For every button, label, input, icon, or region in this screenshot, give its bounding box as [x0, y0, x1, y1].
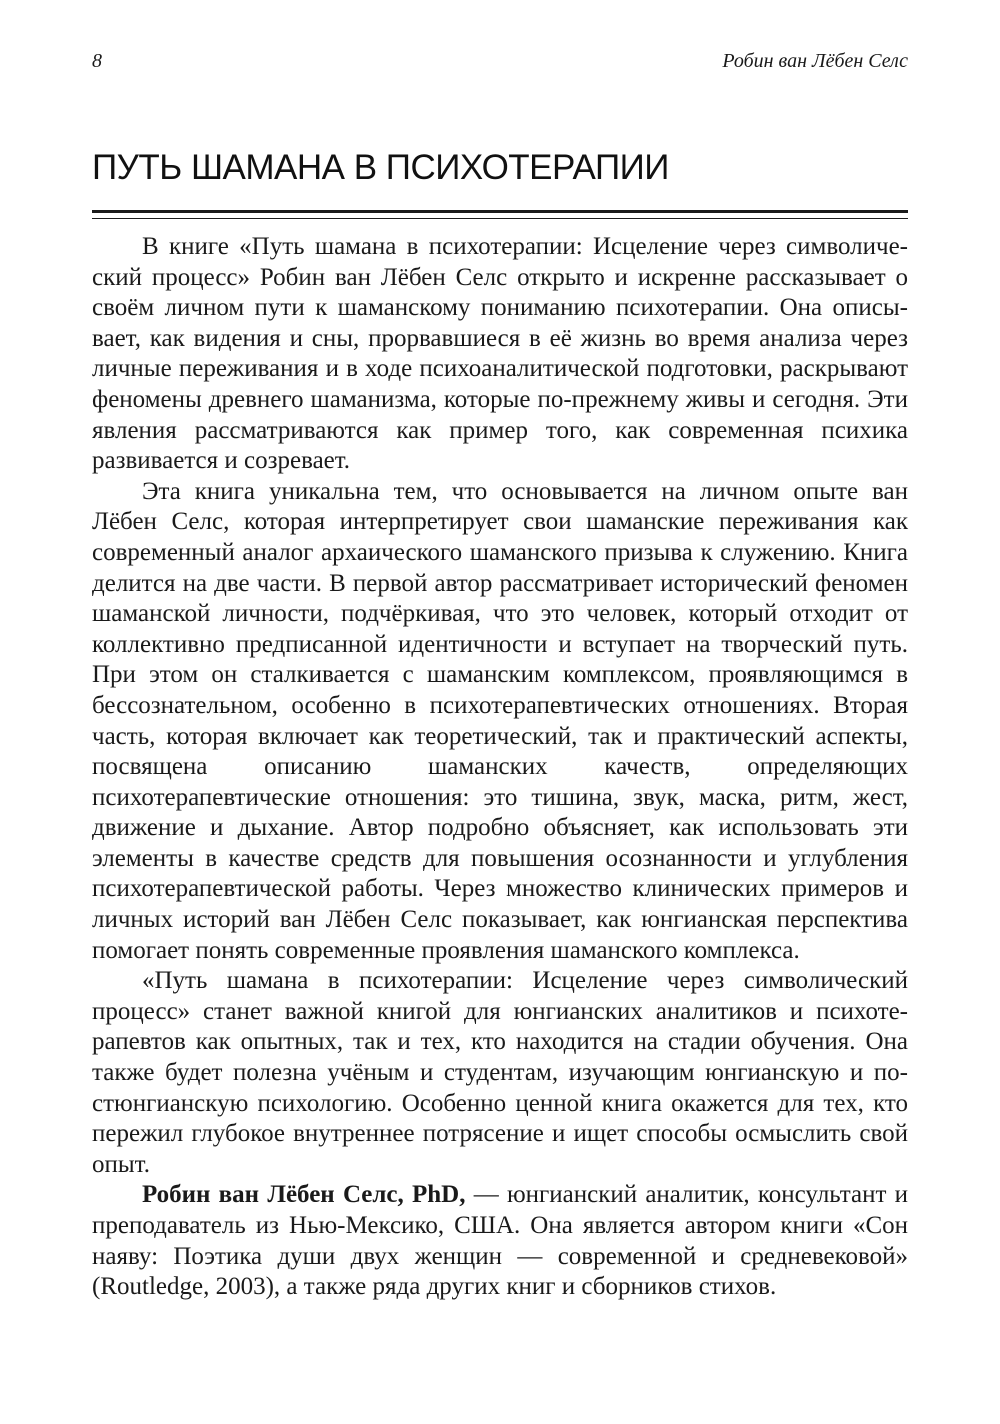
page-number: 8: [92, 50, 102, 72]
running-head: [92, 46, 908, 76]
paragraph-1: В книге «Путь шамана в психотерапии: Исцеление через символический процесс» Робин ван Лёбен Селс открыто и искренне рассказывает о своём личном пути к шаманскому пониманию психотерапии. Она описывает, как видения и сны, прорвавшиеся в её жизнь во время анализа через личные переживания и в ходе психоаналитической подготовки, раскрывают феномены древнего шаманизма, которые по-прежнему живы и сегодня. Эти явления рассматриваются как пример того, как современная психика развивается и созревает.: [92, 233, 908, 475]
title-double-rule: [92, 210, 908, 219]
author-bio-text: — юнгианский аналитик, консультант и преподаватель из Нью-Мексико, США. Она является автором книги «Сон наяву: Поэтика души двух женщин — современной и средневековой» (Routledge, 2003), а также ряда других книг и сборников стихов.: [92, 1181, 908, 1301]
body-text: [92, 232, 908, 1303]
chapter-title: ПУТЬ ШАМАНА В ПСИХОТЕРАПИИ: [92, 148, 669, 187]
paragraph-2: Эта книга уникальна тем, что основывается на личном опыте ван Лёбен Селс, которая интерпретирует свои шаманские переживания как современный аналог архаического шаманского призыва к служению. Книга делится на две части. В первой автор рассматривает исторический феномен шаманской личности, подчёркивая, что это человек, который отходит от коллективно предписанной идентичности и вступает на творческий путь. При этом он сталкивается с шаманским комплексом, проявляющимся в бессознательном, особенно в психотерапевтических отношениях. Вторая часть, которая включает как теоретический, так и практический аспекты, посвящена описанию шаманских качеств, определяющих психотерапевтические отношения: это тишина, звук, маска, ритм, жест, движение и дыхание. Автор подробно объясняет, как использовать эти элементы в качестве средств для повышения осознанности и углубления психотерапевтической работы. Через множество клинических примеров и личных историй ван Лёбен Селс показывает, как юнгианская перспектива помогает понять современные проявления шаманского комплекса.: [92, 477, 908, 964]
author-bio-name: Робин ван Лёбен Селс, PhD,: [142, 1181, 466, 1209]
author-bio: [92, 1180, 908, 1302]
paragraph-3: «Путь шамана в психотерапии: Исцеление через символический процесс» станет важной книгой для юнгианских аналитиков и психотерапевтов как опытных, так и тех, кто находится на стадии обучения. Она также будет полезна учёным и студентам, изучающим юнгианскую и постюнгианскую психологию. Особенно ценной книга окажется для тех, кто пережил глубокое внутреннее потрясение и ищет способы осмыслить свой опыт.: [92, 967, 908, 1178]
running-head-author: Робин ван Лёбен Селс: [722, 50, 908, 72]
